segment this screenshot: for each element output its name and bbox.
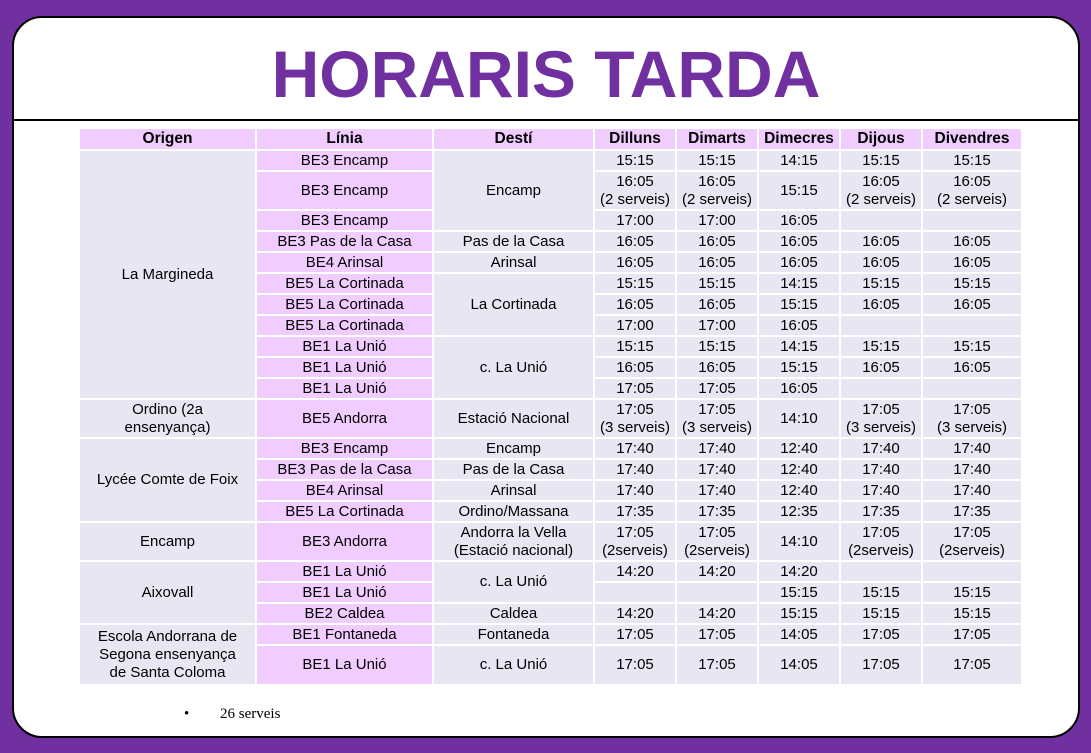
time-cell: 17:35 (923, 502, 1023, 523)
linia-cell: BE3 Encamp (257, 172, 434, 211)
dest-cell: Arinsal (434, 253, 595, 274)
time-cell: 12:40 (759, 460, 841, 481)
origin-cell: Aixovall (80, 562, 257, 625)
dest-cell: Encamp (434, 439, 595, 460)
time-cell (677, 583, 759, 604)
linia-cell: BE5 Andorra (257, 400, 434, 439)
dest-cell: Fontaneda (434, 625, 595, 646)
origin-cell: Ordino (2a ensenyança) (80, 400, 257, 439)
linia-cell: BE4 Arinsal (257, 253, 434, 274)
time-cell: 17:05 (923, 646, 1023, 686)
time-cell: 17:40 (677, 481, 759, 502)
time-cell: 14:05 (759, 625, 841, 646)
time-cell: 15:15 (841, 337, 923, 358)
time-cell: 17:05 (595, 625, 677, 646)
time-cell: 16:05 (677, 358, 759, 379)
time-cell (841, 562, 923, 583)
time-cell: 17:40 (841, 481, 923, 502)
time-cell: 16:05 (677, 253, 759, 274)
time-cell: 17:05 (3 serveis) (677, 400, 759, 439)
time-cell: 17:05 (2serveis) (677, 523, 759, 562)
header-origen: Origen (80, 129, 257, 151)
time-cell: 16:05 (677, 295, 759, 316)
time-cell: 17:05 (841, 625, 923, 646)
time-cell: 14:20 (759, 562, 841, 583)
linia-cell: BE5 La Cortinada (257, 295, 434, 316)
time-cell: 17:05 (923, 625, 1023, 646)
title-divider (14, 119, 1078, 121)
time-cell: 15:15 (759, 604, 841, 625)
time-cell: 15:15 (759, 583, 841, 604)
linia-cell: BE5 La Cortinada (257, 502, 434, 523)
dest-cell: c. La Unió (434, 337, 595, 400)
dest-cell: Ordino/Massana (434, 502, 595, 523)
time-cell: 17:40 (923, 439, 1023, 460)
time-cell: 17:05 (841, 646, 923, 686)
time-cell: 17:40 (595, 481, 677, 502)
time-cell: 17:40 (841, 460, 923, 481)
time-cell: 14:10 (759, 400, 841, 439)
time-cell: 15:15 (923, 151, 1023, 172)
time-cell: 14:20 (595, 562, 677, 583)
header-desti: Destí (434, 129, 595, 151)
linia-cell: BE5 La Cortinada (257, 316, 434, 337)
time-cell (923, 379, 1023, 400)
time-cell: 16:05 (759, 253, 841, 274)
linia-cell: BE3 Encamp (257, 439, 434, 460)
time-cell: 16:05 (759, 316, 841, 337)
linia-cell: BE3 Pas de la Casa (257, 460, 434, 481)
time-cell: 16:05 (595, 232, 677, 253)
dest-cell: La Cortinada (434, 274, 595, 337)
time-cell: 14:10 (759, 523, 841, 562)
time-cell: 16:05 (595, 295, 677, 316)
time-cell: 17:00 (595, 211, 677, 232)
time-cell: 16:05 (759, 211, 841, 232)
time-cell: 17:05 (3 serveis) (595, 400, 677, 439)
time-cell: 16:05 (841, 358, 923, 379)
origin-cell: Escola Andorrana de Segona ensenyança de Santa Coloma (80, 625, 257, 686)
time-cell: 17:40 (677, 460, 759, 481)
services-count: 26 serveis (220, 706, 281, 722)
linia-cell: BE3 Encamp (257, 211, 434, 232)
time-cell: 12:40 (759, 481, 841, 502)
table-row (80, 400, 1023, 439)
time-cell: 16:05 (677, 232, 759, 253)
time-cell: 15:15 (841, 583, 923, 604)
time-cell: 17:05 (2serveis) (841, 523, 923, 562)
header-linia: Línia (257, 129, 434, 151)
time-cell (841, 379, 923, 400)
time-cell: 17:00 (677, 211, 759, 232)
time-cell: 12:40 (759, 439, 841, 460)
linia-cell: BE3 Andorra (257, 523, 434, 562)
time-cell: 17:40 (595, 439, 677, 460)
time-cell: 15:15 (841, 604, 923, 625)
time-cell: 17:05 (677, 646, 759, 686)
dest-cell: Estació Nacional (434, 400, 595, 439)
header-dimecres: Dimecres (759, 129, 841, 151)
time-cell: 15:15 (677, 151, 759, 172)
time-cell: 17:40 (923, 460, 1023, 481)
linia-cell: BE1 La Unió (257, 562, 434, 583)
time-cell: 14:20 (677, 604, 759, 625)
origin-cell: La Margineda (80, 151, 257, 400)
time-cell (923, 211, 1023, 232)
time-cell: 17:00 (677, 316, 759, 337)
time-cell: 17:05 (595, 646, 677, 686)
time-cell: 17:40 (677, 439, 759, 460)
time-cell: 17:40 (841, 439, 923, 460)
linia-cell: BE1 La Unió (257, 583, 434, 604)
time-cell: 15:15 (595, 274, 677, 295)
time-cell: 16:05 (923, 295, 1023, 316)
time-cell: 16:05 (2 serveis) (923, 172, 1023, 211)
bullet-icon: • (184, 706, 190, 722)
dest-cell: c. La Unió (434, 646, 595, 686)
time-cell: 17:00 (595, 316, 677, 337)
time-cell: 15:15 (841, 151, 923, 172)
time-cell: 14:20 (677, 562, 759, 583)
time-cell: 16:05 (923, 253, 1023, 274)
time-cell: 15:15 (595, 151, 677, 172)
table-row (80, 523, 1023, 562)
linia-cell: BE1 La Unió (257, 379, 434, 400)
time-cell: 16:05 (841, 295, 923, 316)
header-row (80, 129, 1023, 151)
time-cell: 16:05 (759, 379, 841, 400)
dest-cell: Pas de la Casa (434, 460, 595, 481)
time-cell: 16:05 (2 serveis) (595, 172, 677, 211)
header-divendres: Divendres (923, 129, 1023, 151)
table-row (80, 439, 1023, 460)
linia-cell: BE3 Pas de la Casa (257, 232, 434, 253)
time-cell: 14:20 (595, 604, 677, 625)
linia-cell: BE5 La Cortinada (257, 274, 434, 295)
table-row (80, 151, 1023, 172)
time-cell: 16:05 (841, 253, 923, 274)
time-cell: 15:15 (923, 583, 1023, 604)
time-cell: 15:15 (759, 172, 841, 211)
time-cell: 16:05 (759, 232, 841, 253)
time-cell: 16:05 (841, 232, 923, 253)
header-dijous: Dijous (841, 129, 923, 151)
time-cell: 15:15 (923, 337, 1023, 358)
linia-cell: BE2 Caldea (257, 604, 434, 625)
dest-cell: Caldea (434, 604, 595, 625)
time-cell: 17:05 (3 serveis) (923, 400, 1023, 439)
time-cell: 14:15 (759, 151, 841, 172)
dest-cell: Pas de la Casa (434, 232, 595, 253)
time-cell: 15:15 (923, 604, 1023, 625)
time-cell (841, 211, 923, 232)
time-cell: 16:05 (923, 232, 1023, 253)
time-cell: 17:35 (677, 502, 759, 523)
linia-cell: BE1 La Unió (257, 646, 434, 686)
origin-cell: Lycée Comte de Foix (80, 439, 257, 523)
time-cell: 17:05 (2serveis) (595, 523, 677, 562)
time-cell: 17:05 (677, 625, 759, 646)
time-cell: 15:15 (923, 274, 1023, 295)
dest-cell: Andorra la Vella (Estació nacional) (434, 523, 595, 562)
time-cell (923, 562, 1023, 583)
time-cell: 15:15 (841, 274, 923, 295)
header-dimarts: Dimarts (677, 129, 759, 151)
time-cell: 16:05 (2 serveis) (841, 172, 923, 211)
linia-cell: BE1 La Unió (257, 358, 434, 379)
dest-cell: Encamp (434, 151, 595, 232)
schedule-table (80, 129, 1023, 686)
time-cell: 17:40 (595, 460, 677, 481)
linia-cell: BE4 Arinsal (257, 481, 434, 502)
time-cell: 15:15 (677, 274, 759, 295)
time-cell: 15:15 (677, 337, 759, 358)
schedule-card (12, 16, 1080, 738)
time-cell: 16:05 (923, 358, 1023, 379)
time-cell: 14:05 (759, 646, 841, 686)
header-dilluns: Dilluns (595, 129, 677, 151)
time-cell: 17:05 (3 serveis) (841, 400, 923, 439)
linia-cell: BE3 Encamp (257, 151, 434, 172)
table-row (80, 625, 1023, 646)
dest-cell: Arinsal (434, 481, 595, 502)
table-row (80, 562, 1023, 583)
time-cell: 14:15 (759, 274, 841, 295)
linia-cell: BE1 La Unió (257, 337, 434, 358)
time-cell: 15:15 (759, 295, 841, 316)
time-cell (595, 583, 677, 604)
time-cell: 16:05 (595, 253, 677, 274)
time-cell (841, 316, 923, 337)
services-note (184, 706, 280, 723)
dest-cell: c. La Unió (434, 562, 595, 604)
time-cell: 15:15 (759, 358, 841, 379)
time-cell: 17:05 (677, 379, 759, 400)
time-cell: 17:35 (595, 502, 677, 523)
time-cell: 16:05 (2 serveis) (677, 172, 759, 211)
time-cell: 16:05 (595, 358, 677, 379)
time-cell: 17:35 (841, 502, 923, 523)
linia-cell: BE1 Fontaneda (257, 625, 434, 646)
origin-cell: Encamp (80, 523, 257, 562)
time-cell: 15:15 (595, 337, 677, 358)
time-cell: 17:05 (595, 379, 677, 400)
time-cell: 14:15 (759, 337, 841, 358)
time-cell: 17:40 (923, 481, 1023, 502)
time-cell: 12:35 (759, 502, 841, 523)
time-cell: 17:05 (2serveis) (923, 523, 1023, 562)
time-cell (923, 316, 1023, 337)
page-title: HORARIS TARDA (271, 37, 821, 111)
